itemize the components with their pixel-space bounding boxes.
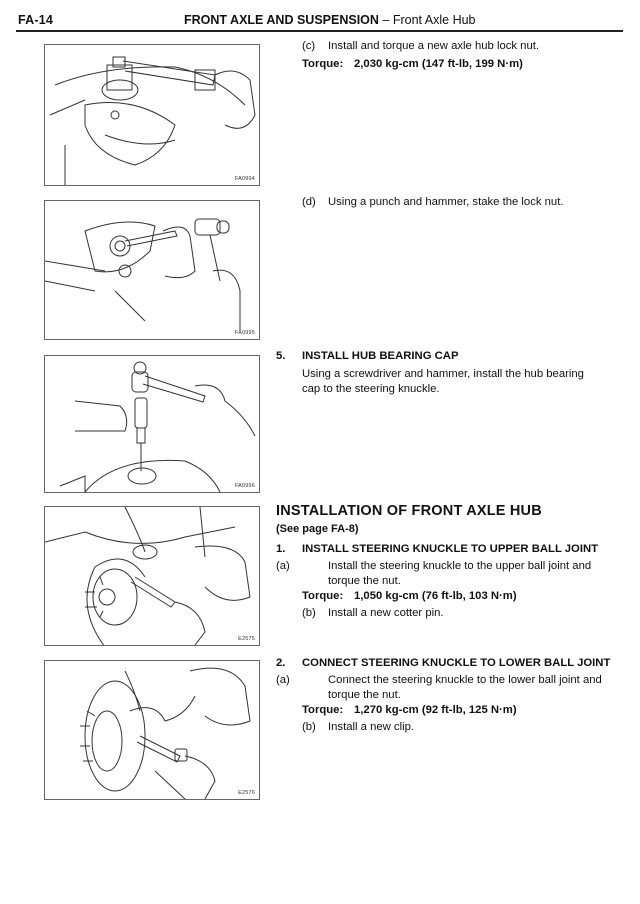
step-title: INSTALL STEERING KNUCKLE TO UPPER BALL JOINT <box>302 543 599 555</box>
step-text: Using a punch and hammer, stake the lock nut. <box>328 196 564 208</box>
figure-hub-bearing-cap <box>44 355 260 493</box>
header-separator: – <box>378 13 393 27</box>
figure-upper-ball-joint <box>44 506 260 646</box>
page-number: FA-14 <box>18 13 54 27</box>
torque-key: Torque: <box>302 590 344 602</box>
step-2a <box>276 673 626 703</box>
step-label: (a) <box>276 560 290 572</box>
torque-spec-2 <box>302 703 517 718</box>
torque-value: 1,270 kg-cm (92 ft-lb, 125 N·m) <box>354 704 517 716</box>
section-title: Front Axle Hub <box>392 13 476 27</box>
steering-knuckle-lower-ball-joint-illustration <box>45 661 259 799</box>
torque-wrench-on-hub-illustration <box>45 45 259 185</box>
step-text: Install the steering knuckle to the upper ball joint and torque the nut. <box>328 560 592 587</box>
step-text: Install a new clip. <box>328 721 415 733</box>
punch-and-hammer-staking-illustration <box>45 201 259 339</box>
step-number: 1. <box>276 543 286 555</box>
step-title: INSTALL HUB BEARING CAP <box>302 350 459 362</box>
chapter-title: FRONT AXLE AND SUSPENSION <box>184 13 379 27</box>
step-d <box>302 195 564 210</box>
step-label: (c) <box>302 40 316 52</box>
figure-lower-ball-joint <box>44 660 260 800</box>
step-5-body: Using a screwdriver and hammer, install the hub bearing cap to the steering knuckle. <box>302 368 584 395</box>
torque-key: Torque: <box>302 58 344 70</box>
step-c <box>302 39 539 54</box>
step-2-heading <box>276 656 610 671</box>
figure-id: FA0995 <box>234 330 255 336</box>
step-text: Install a new cotter pin. <box>328 607 444 619</box>
screwdriver-hammer-bearing-cap-illustration <box>45 356 259 492</box>
step-text: Connect the steering knuckle to the lower ball joint and torque the nut. <box>328 674 602 701</box>
section-heading: INSTALLATION OF FRONT AXLE HUB <box>276 503 542 519</box>
running-header <box>184 13 476 27</box>
torque-key: Torque: <box>302 704 344 716</box>
figure-id: FA0996 <box>234 483 255 489</box>
step-text: Install and torque a new axle hub lock nut. <box>328 40 540 52</box>
step-2b <box>302 720 414 735</box>
step-1b <box>302 606 444 621</box>
header-rule <box>16 30 623 32</box>
torque-spec-1 <box>302 589 517 604</box>
figure-id: E2576 <box>238 790 255 796</box>
figure-id: FA0994 <box>234 176 255 182</box>
torque-value: 2,030 kg-cm (147 ft-lb, 199 N·m) <box>354 58 523 70</box>
step-title: CONNECT STEERING KNUCKLE TO LOWER BALL JOINT <box>302 657 611 669</box>
see-page-reference: (See page FA-8) <box>276 523 359 535</box>
figure-stake-lock-nut <box>44 200 260 340</box>
figure-id: E2575 <box>238 636 255 642</box>
step-number: 5. <box>276 350 286 362</box>
step-label: (d) <box>302 196 316 208</box>
step-5-heading <box>276 349 459 364</box>
torque-spec-c <box>302 57 523 72</box>
figure-torque-lock-nut <box>44 44 260 186</box>
step-number: 2. <box>276 657 286 669</box>
step-1-heading <box>276 542 598 557</box>
torque-value: 1,050 kg-cm (76 ft-lb, 103 N·m) <box>354 590 517 602</box>
step-1a <box>276 559 626 589</box>
step-label: (b) <box>302 607 316 619</box>
step-label: (b) <box>302 721 316 733</box>
steering-knuckle-upper-ball-joint-illustration <box>45 507 259 645</box>
step-label: (a) <box>276 674 290 686</box>
